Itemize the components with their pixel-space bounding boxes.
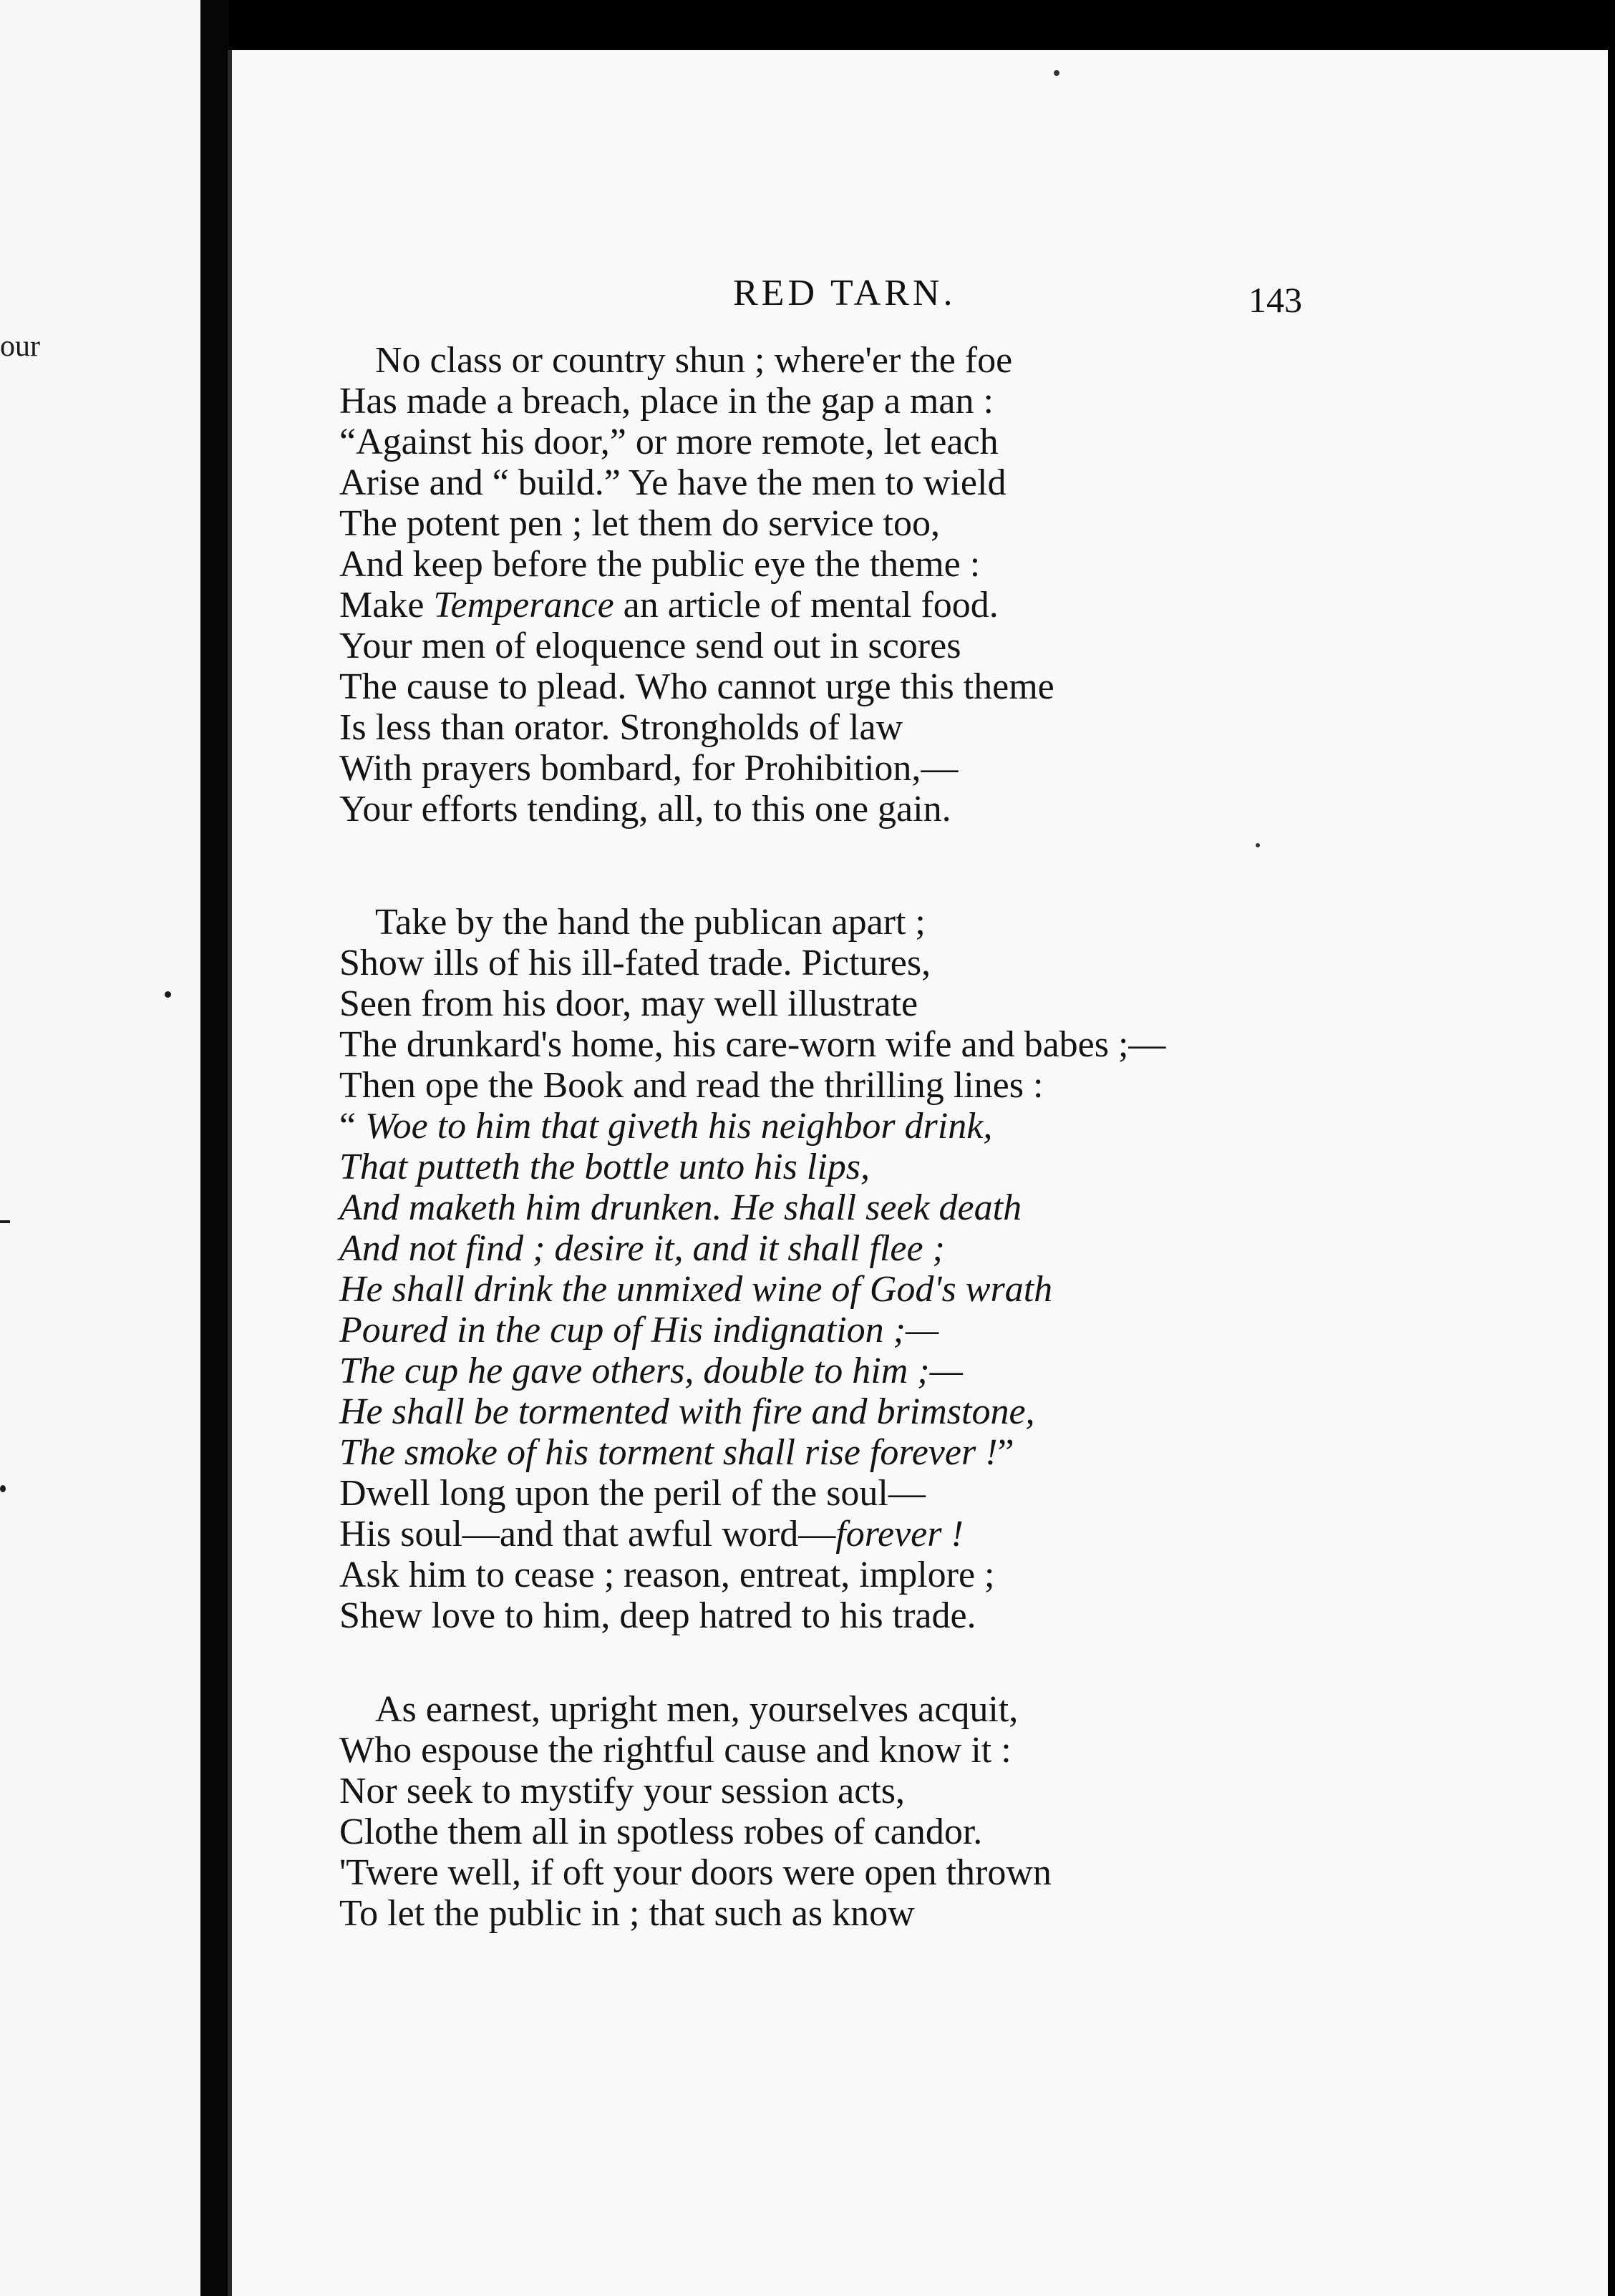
verse-line: Show ills of his ill-fated trade. Pictures,	[339, 943, 931, 983]
verse-line: Arise and “ build.” Ye have the men to wield	[339, 462, 1007, 503]
stanza-2	[339, 902, 1165, 1636]
verse-line: Shew love to him, deep hatred to his trade.	[339, 1595, 976, 1636]
verse-emphasis: Temperance	[433, 585, 614, 626]
book-gutter	[200, 0, 229, 2296]
verse-line: That putteth the bottle unto his lips,	[339, 1147, 870, 1187]
verse-line	[339, 1514, 1165, 1555]
verse-line: With prayers bombard, for Prohibition,—	[339, 748, 959, 789]
verse-line: No class or country shun ; where'er the foe	[375, 340, 1013, 381]
verse-line: Then ope the Book and read the thrilling lines :	[339, 1065, 1044, 1106]
left-page-edge-text: our	[0, 330, 40, 363]
verse-emphasis: The smoke of his torment shall rise forever !	[339, 1432, 998, 1473]
verse-text: ”	[997, 1432, 1014, 1473]
verse-text: His soul—and that awful word—	[339, 1514, 836, 1555]
verse-line: Ask him to cease ; reason, entreat, implore ;	[339, 1555, 995, 1595]
left-page-dot-mark	[0, 1485, 6, 1492]
verse-line: The cause to plead. Who cannot urge this theme	[339, 666, 1054, 707]
left-page-dash-mark	[0, 1220, 10, 1223]
verse-text: an article of mental food.	[613, 585, 999, 626]
verse-emphasis: forever !	[835, 1514, 964, 1555]
verse-line	[339, 1106, 1165, 1147]
verse-line	[339, 585, 1054, 626]
verse-line: And maketh him drunken. He shall seek death	[339, 1187, 1022, 1228]
verse-emphasis: Woe to him that giveth his neighbor drink,	[365, 1106, 993, 1147]
verse-line: The drunkard's home, his care-worn wife and babes ;—	[339, 1024, 1166, 1065]
verse-line	[339, 1432, 1165, 1473]
verse-line: Clothe them all in spotless robes of candor.	[339, 1811, 983, 1852]
verse-line: Has made a breach, place in the gap a man :	[339, 381, 994, 422]
running-title: RED TARN.	[733, 273, 956, 313]
verse-line: “Against his door,” or more remote, let each	[339, 422, 999, 462]
verse-line: And keep before the public eye the theme :	[339, 544, 981, 585]
verse-line: Take by the hand the publican apart ;	[375, 902, 926, 943]
verse-line: And not find ; desire it, and it shall flee ;	[339, 1228, 945, 1269]
page-speck	[1054, 70, 1059, 76]
verse-line: He shall drink the unmixed wine of God's wrath	[339, 1269, 1053, 1310]
verse-line: As earnest, upright men, yourselves acquit,	[375, 1689, 1019, 1730]
right-page	[228, 50, 1608, 2296]
verse-line: Is less than orator. Strongholds of law	[339, 707, 903, 748]
page-number: 143	[1248, 280, 1302, 320]
verse-line: Your efforts tending, all, to this one gain.	[339, 789, 951, 830]
verse-line: Dwell long upon the peril of the soul—	[339, 1473, 926, 1514]
verse-line: To let the public in ; that such as know	[339, 1893, 915, 1934]
page-speck	[1256, 843, 1260, 847]
verse-line: Nor seek to mystify your session acts,	[339, 1771, 906, 1811]
verse-line: Who espouse the rightful cause and know it :	[339, 1730, 1012, 1771]
left-page	[0, 0, 200, 2296]
left-page-speck	[165, 991, 171, 998]
verse-line: Your men of eloquence send out in scores	[339, 626, 961, 666]
verse-text: “	[339, 1106, 366, 1147]
stanza-3	[339, 1689, 1052, 1934]
verse-line: Seen from his door, may well illustrate	[339, 983, 918, 1024]
stanza-1	[339, 340, 1054, 830]
verse-line: He shall be tormented with fire and brimstone,	[339, 1391, 1035, 1432]
verse-line: The cup he gave others, double to him ;—	[339, 1351, 963, 1391]
verse-text: Make	[339, 585, 434, 626]
verse-line: 'Twere well, if oft your doors were open thrown	[339, 1852, 1052, 1893]
verse-line: The potent pen ; let them do service too,	[339, 503, 940, 544]
verse-line: Poured in the cup of His indignation ;—	[339, 1310, 939, 1351]
